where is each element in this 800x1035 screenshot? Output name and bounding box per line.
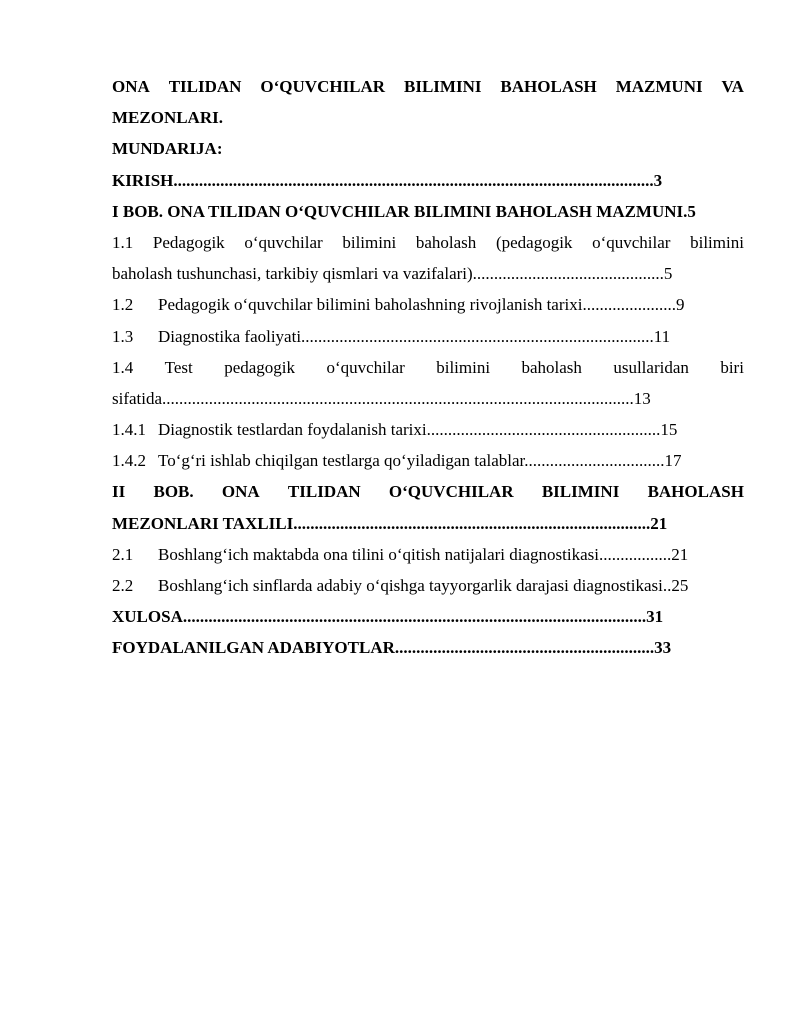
document-page <box>112 71 744 664</box>
document-title-line-1 <box>112 71 744 102</box>
toc-entry-1-4-line-2: sifatida...............................................................................................................13 <box>112 388 651 408</box>
toc-word: (pedagogik <box>495 232 573 252</box>
title-word: BILIMINI <box>404 77 482 96</box>
toc-entry-chapter-2-line-2: MEZONLARI TAXLILI....................................................................................21 <box>112 513 668 533</box>
toc-entry-1-1-line-1 <box>112 227 744 258</box>
toc-entry-1-3 <box>112 321 744 352</box>
mundarija-heading: MUNDARIJA: <box>112 139 223 159</box>
title-word: VA <box>721 77 744 96</box>
toc-entry-1-4-line-1 <box>112 352 744 383</box>
toc-word: O‘QUVCHILAR <box>388 482 514 502</box>
title-word: MAZMUNI <box>615 77 703 96</box>
toc-entry-text: Diagnostik testlardan foydalanish tarixi.......................................................15 <box>158 420 678 440</box>
toc-word: bilimini <box>436 357 491 377</box>
document-title-line-2: MEZONLARI. <box>112 108 223 128</box>
toc-word: o‘quvchilar <box>244 232 323 252</box>
toc-word: Test <box>164 357 193 377</box>
toc-word: biri <box>720 357 744 377</box>
toc-word: ONA <box>221 482 260 502</box>
title-word: O‘QUVCHILAR <box>260 77 386 96</box>
toc-entry-adabiyotlar: FOYDALANILGAN ADABIYOTLAR.............................................................33 <box>112 638 672 658</box>
toc-entry-2-1 <box>112 539 744 570</box>
toc-entry-text: Pedagogik o‘quvchilar bilimini baholashning rivojlanish tarixi......................9 <box>158 295 685 315</box>
toc-entry-1-2 <box>112 289 744 320</box>
toc-word: baholash <box>521 357 582 377</box>
toc-entry-chapter-1: I BOB. ONA TILIDAN O‘QUVCHILAR BILIMINI BAHOLASH MAZMUNI.5 <box>112 201 696 221</box>
toc-entry-text: Boshlang‘ich maktabda ona tilini o‘qitish natijalari diagnostikasi.................21 <box>158 544 689 564</box>
toc-entry-1-4-1 <box>112 414 744 445</box>
section-number: 2.2 <box>112 576 134 595</box>
section-number: 1.2 <box>112 295 134 315</box>
toc-word: BAHOLASH <box>647 482 744 502</box>
toc-entry-1-4-2 <box>112 445 744 476</box>
title-word: ONA <box>112 77 150 96</box>
toc-word: Pedagogik <box>152 232 225 252</box>
toc-entry-chapter-2-line-1 <box>112 476 744 507</box>
toc-word: o‘quvchilar <box>592 232 671 252</box>
toc-word: II <box>112 482 126 502</box>
section-number: 2.1 <box>112 544 134 564</box>
toc-entry-kirish: KIRISH.................................................................................................................3 <box>112 170 663 190</box>
section-number: 1.3 <box>112 326 134 346</box>
title-word: BAHOLASH <box>500 77 597 96</box>
section-number: 1.1 <box>112 232 134 252</box>
toc-entry-xulosa: XULOSA.............................................................................................................31 <box>112 607 664 627</box>
toc-word: BOB. <box>153 482 194 502</box>
toc-word: pedagogik <box>224 357 296 377</box>
toc-word: o‘quvchilar <box>326 357 405 377</box>
section-number: 1.4.1 <box>112 420 146 440</box>
toc-entry-text: To‘g‘ri ishlab chiqilgan testlarga qo‘yiladigan talablar.................................17 <box>158 451 682 471</box>
toc-word: bilimini <box>342 232 397 252</box>
toc-word: TILIDAN <box>287 482 361 502</box>
section-number: 1.4 <box>112 357 134 377</box>
toc-word: BILIMINI <box>541 482 620 502</box>
toc-entry-1-1-line-2: baholash tushunchasi, tarkibiy qismlari va vazifalari).............................................5 <box>112 264 673 284</box>
toc-entry-2-2 <box>112 570 744 601</box>
toc-word: usullaridan <box>613 357 689 377</box>
toc-entry-text: Boshlang‘ich sinflarda adabiy o‘qishga tayyorgarlik darajasi diagnostikasi..25 <box>158 576 689 595</box>
section-number: 1.4.2 <box>112 451 146 471</box>
toc-word: baholash <box>415 232 477 252</box>
title-word: TILIDAN <box>168 77 242 96</box>
toc-word: bilimini <box>690 232 744 252</box>
toc-entry-text: Diagnostika faoliyati...................................................................................11 <box>158 326 671 346</box>
